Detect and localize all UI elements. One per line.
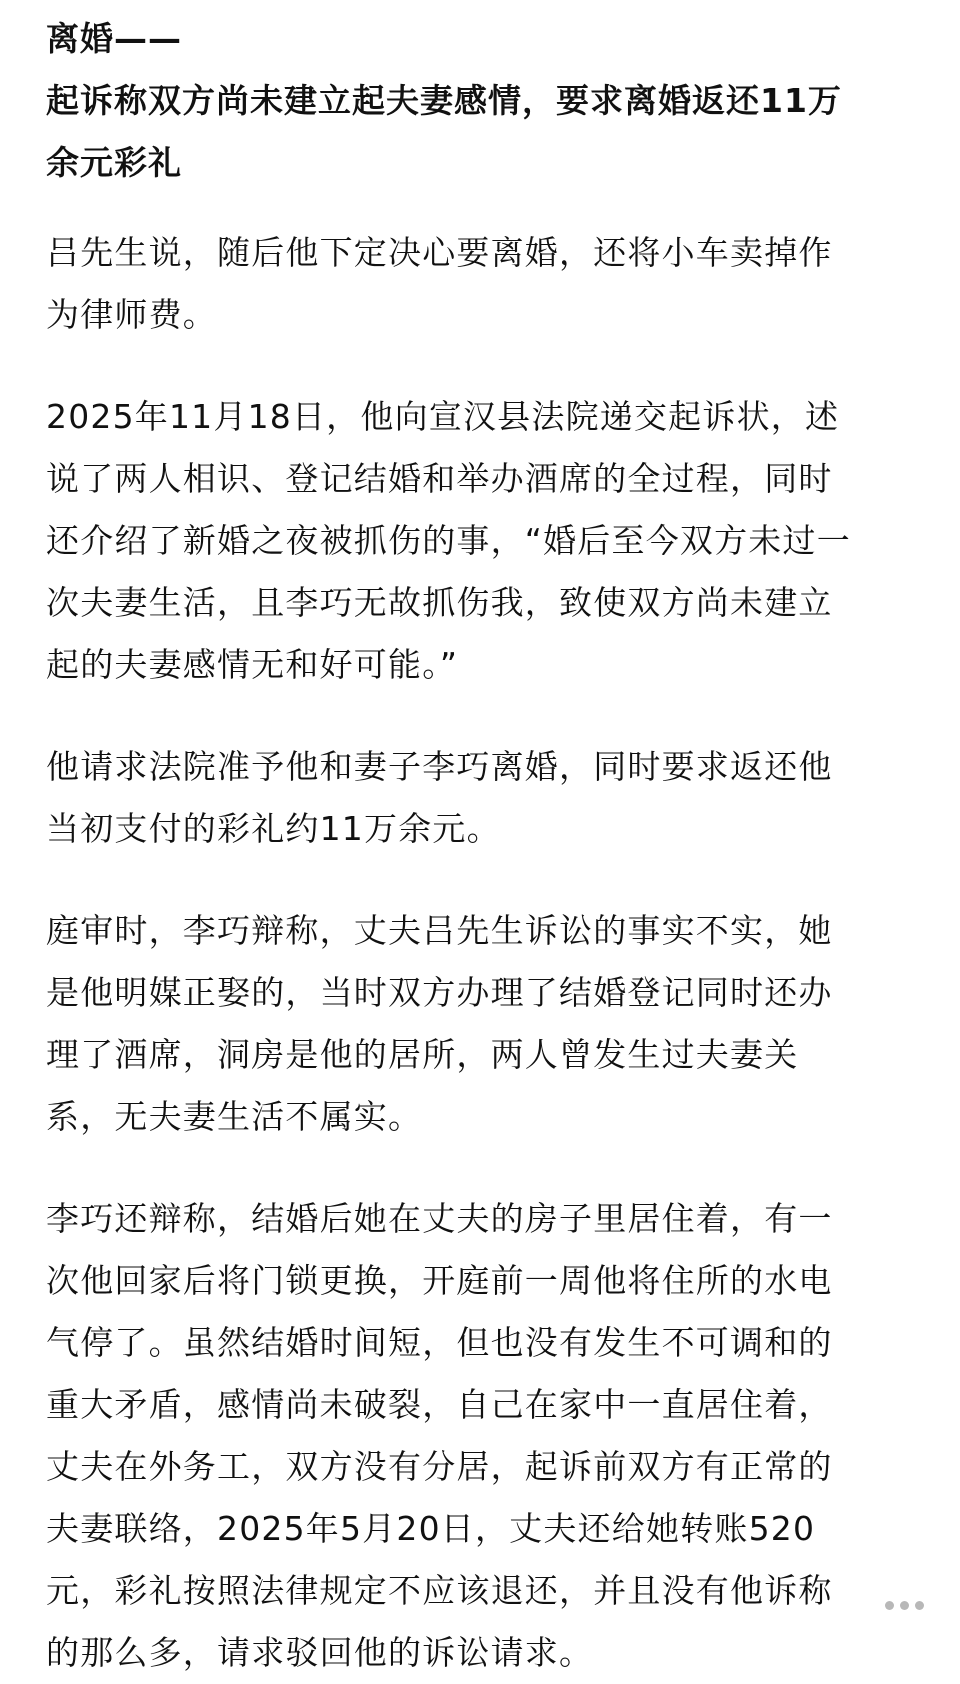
paragraph-5	[46, 1188, 914, 1684]
section-heading-label: 离婚——	[46, 19, 182, 58]
paragraph-line: 气停了。虽然结婚时间短，但也没有发生不可调和的	[46, 1323, 833, 1362]
paragraph-line: 次夫妻生活，且李巧无故抓伤我，致使双方尚未建立	[46, 583, 833, 622]
paragraph-line: 理了酒席，洞房是他的居所，两人曾发生过夫妻关	[46, 1035, 799, 1074]
paragraph-line: 重大矛盾，感情尚未破裂，自己在家中一直居住着，	[46, 1385, 833, 1424]
paragraph-line: 还介绍了新婚之夜被抓伤的事，“婚后至今双方未过一	[46, 521, 851, 560]
paragraph-line: 说了两人相识、登记结婚和举办酒席的全过程，同时	[46, 459, 833, 498]
paragraph-3	[46, 736, 914, 860]
paragraph-line: 丈夫在外务工，双方没有分居，起诉前双方有正常的	[46, 1447, 833, 1486]
more-dots-icon	[866, 1585, 942, 1625]
paragraph-line: 2025年11月18日，他向宣汉县法院递交起诉状，述	[46, 397, 840, 436]
paragraph-line: 元，彩礼按照法律规定不应该退还，并且没有他诉称	[46, 1571, 833, 1610]
paragraph-line: 李巧还辩称，结婚后她在丈夫的房子里居住着，有一	[46, 1199, 833, 1238]
paragraph-line: 他请求法院准予他和妻子李巧离婚，同时要求返还他	[46, 747, 833, 786]
headline-line-1: 起诉称双方尚未建立起夫妻感情，要求离婚返还11万	[46, 81, 842, 120]
paragraph-line: 的那么多，请求驳回他的诉讼请求。	[46, 1633, 594, 1672]
paragraph-line: 为律师费。	[46, 295, 217, 334]
paragraph-2	[46, 386, 914, 696]
paragraph-line: 起的夫妻感情无和好可能。”	[46, 645, 459, 684]
article	[46, 0, 914, 1684]
paragraph-line: 是他明媒正娶的，当时双方办理了结婚登记同时还办	[46, 973, 833, 1012]
headline-line-2: 余元彩礼	[46, 143, 182, 182]
paragraph-line: 吕先生说，随后他下定决心要离婚，还将小车卖掉作	[46, 233, 833, 272]
paragraph-line: 系，无夫妻生活不属实。	[46, 1097, 423, 1136]
paragraph-line: 当初支付的彩礼约11万余元。	[46, 809, 501, 848]
paragraph-line: 夫妻联络，2025年5月20日，丈夫还给她转账520	[46, 1509, 816, 1548]
paragraph-4	[46, 900, 914, 1148]
paragraph-line: 次他回家后将门锁更换，开庭前一周他将住所的水电	[46, 1261, 833, 1300]
paragraph-1	[46, 222, 914, 346]
paragraph-line: 庭审时，李巧辩称，丈夫吕先生诉讼的事实不实，她	[46, 911, 833, 950]
